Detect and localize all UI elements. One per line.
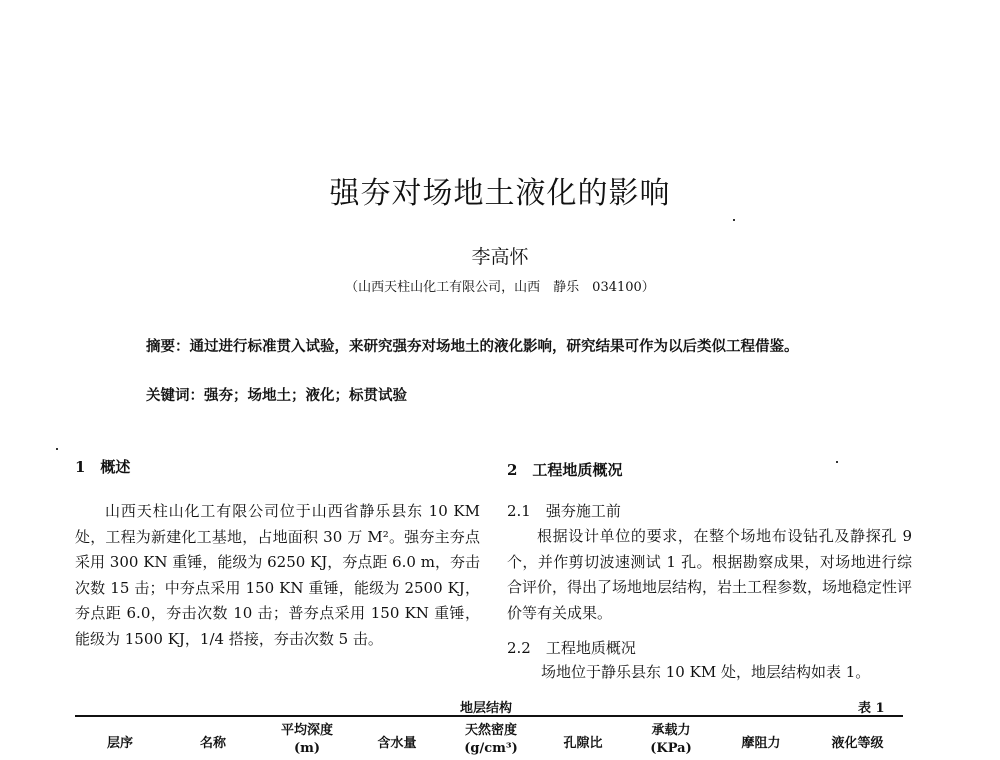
subsection-2-1-body: 根据设计单位的要求，在整个场地布设钻孔及静探孔 9 个，并作剪切波速测试 1 孔。根据勘察成果，对场地进行综合评价，得出了场地地层结构，岩土工程参数，场地稳定性评价等有关成果。 — [507, 527, 913, 622]
section-1-body: 山西天柱山化工有限公司位于山西省静乐县东 10 KM 处，工程为新建化工基地，占地面积 30 万 M²。强夯主夯点采用 300 KN 重锤，能级为 6250 KJ，夯点距 6.0 m，夯击次数 15 击；中夯点采用 150 KN 重锤，能级为 2500 KJ，夯点距 6.0，夯击次数 10 击；普夯点采用 150 KN 重锤，能级为 1500 KJ，1/4 搭接，夯击次数 5 击。 — [75, 502, 480, 648]
author-name: 李高怀 — [471, 246, 529, 268]
paper-title: 强夯对场地土液化的影响 — [329, 176, 671, 211]
section-2-heading: 2 工程地质概况 — [507, 461, 623, 479]
keywords-label: 关键词： — [146, 387, 204, 404]
table-header-cell: 承载力 (KPa) — [650, 723, 692, 756]
abstract — [112, 333, 902, 360]
table-header-cell: 层序 — [106, 736, 133, 751]
table-header-cell: 平均深度 (m) — [280, 723, 333, 756]
table-number: 表 1 — [858, 701, 885, 716]
author-affiliation: （山西天柱山化工有限公司，山西 静乐 034100） — [345, 280, 655, 295]
abstract-text: 通过进行标准贯入试验，来研究强夯对场地土的液化影响，研究结果可作为以后类似工程借鉴。 — [189, 338, 799, 355]
table-header-cell: 天然密度 (g/cm³) — [464, 723, 518, 756]
table-header-cell: 名称 — [199, 736, 226, 751]
table-top-rule — [75, 715, 903, 717]
scan-speck — [836, 461, 838, 463]
table-header-cell: 孔隙比 — [563, 736, 603, 751]
subsection-2-2-heading: 2.2 工程地质概况 — [507, 639, 636, 657]
table-header-cell: 摩阻力 — [741, 736, 781, 751]
keywords-text: 强夯；场地土；液化；标贯试验 — [204, 387, 407, 404]
subsection-2-1-heading: 2.1 强夯施工前 — [507, 502, 621, 520]
section-1-heading: 1 概述 — [75, 458, 131, 476]
table-header-cell: 含水量 — [377, 736, 417, 751]
keywords — [146, 384, 407, 405]
subsection-2-2-body: 场地位于静乐县东 10 KM 处，地层结构如表 1。 — [541, 663, 871, 681]
abstract-label: 摘要： — [146, 338, 190, 355]
scan-speck — [733, 219, 735, 221]
table-header-cell: 液化等级 — [831, 736, 884, 751]
scan-speck — [56, 448, 58, 450]
table-title: 地层结构 — [460, 701, 513, 716]
